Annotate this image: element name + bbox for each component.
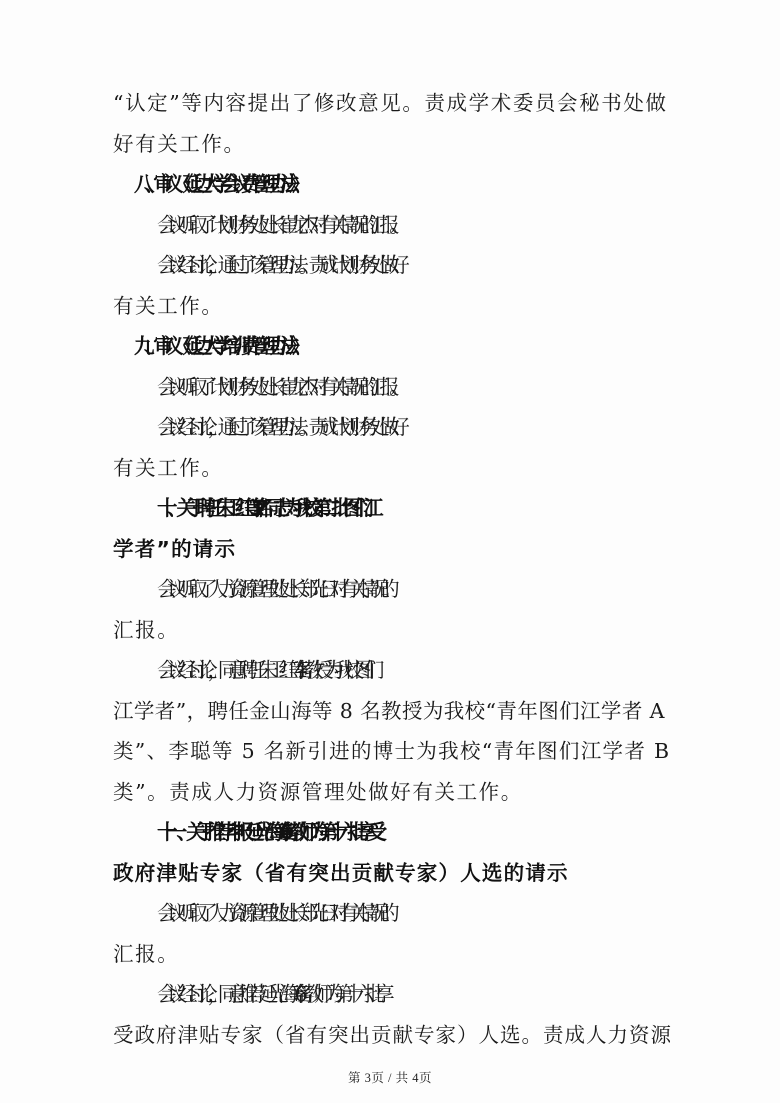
paragraph-line: 会议听取了人力资源管理处处长郑光日对有关情况的	[157, 901, 390, 925]
section-heading-10-cont: 学者”的请示	[113, 536, 237, 561]
section-heading-9: 九、审议《延边大学培训费管理办法》	[134, 334, 299, 358]
paragraph-line: 有关工作。	[113, 455, 224, 480]
paragraph-line: 好有关工作。	[113, 131, 246, 156]
section-heading-8: 八、审议《延边大学会议费管理办法》	[134, 172, 299, 196]
paragraph-line: 江学者”，聘任金山海等 8 名教授为我校“青年图们江学者 A	[113, 698, 665, 723]
paragraph-line: 受政府津贴专家（省有突出贡献专家）人选。责成人力资源	[113, 1022, 672, 1047]
paragraph-line: 会议听取了计划财务处处长崔龙杰对有关情况的汇报。	[157, 212, 400, 237]
paragraph-line: 会议听取了计划财务处处长崔龙杰对有关情况的汇报。	[157, 374, 400, 399]
paragraph-line: 会议经讨论，通过了该管理办法。责成计划财务处做好	[157, 415, 400, 439]
paragraph-line: 有关工作。	[113, 293, 224, 318]
paragraph-line: 会议经讨论，通过了该管理办法。责成计划财务处做好	[157, 253, 400, 277]
paragraph-line: 类”、李聪等 5 名新引进的博士为我校“青年图们江学者 B	[113, 739, 671, 763]
section-heading-11-cont: 政府津贴专家（省有突出贡献专家）人选的请示	[113, 860, 569, 885]
paragraph-line: 会议听取了人力资源管理处处长郑光日对有关情况的	[157, 577, 390, 601]
paragraph-line: 会议经讨论，同意聘任朱卫红等 4 名教授为我校“图们	[157, 658, 375, 682]
paragraph-line: “认定”等内容提出了修改意见。责成学术委员会秘书处做	[113, 91, 668, 115]
paragraph-line: 会议经讨论，同意推荐延光海等 6 名教师为第十六批享	[157, 982, 385, 1006]
paragraph-line: 类”。责成人力资源管理处做好有关工作。	[113, 779, 523, 804]
section-heading-11: 十一、关于推荐申报延光海等 6 名教师为第十六批享受	[157, 820, 377, 844]
page-number-footer: 第 3页 / 共 4页	[348, 1071, 432, 1085]
paragraph-line: 汇报。	[113, 941, 180, 966]
section-heading-10: 十、关于聘任朱卫红等 17 名同志为我校第二批“图们江	[157, 496, 373, 520]
paragraph-line: 汇报。	[113, 617, 180, 642]
